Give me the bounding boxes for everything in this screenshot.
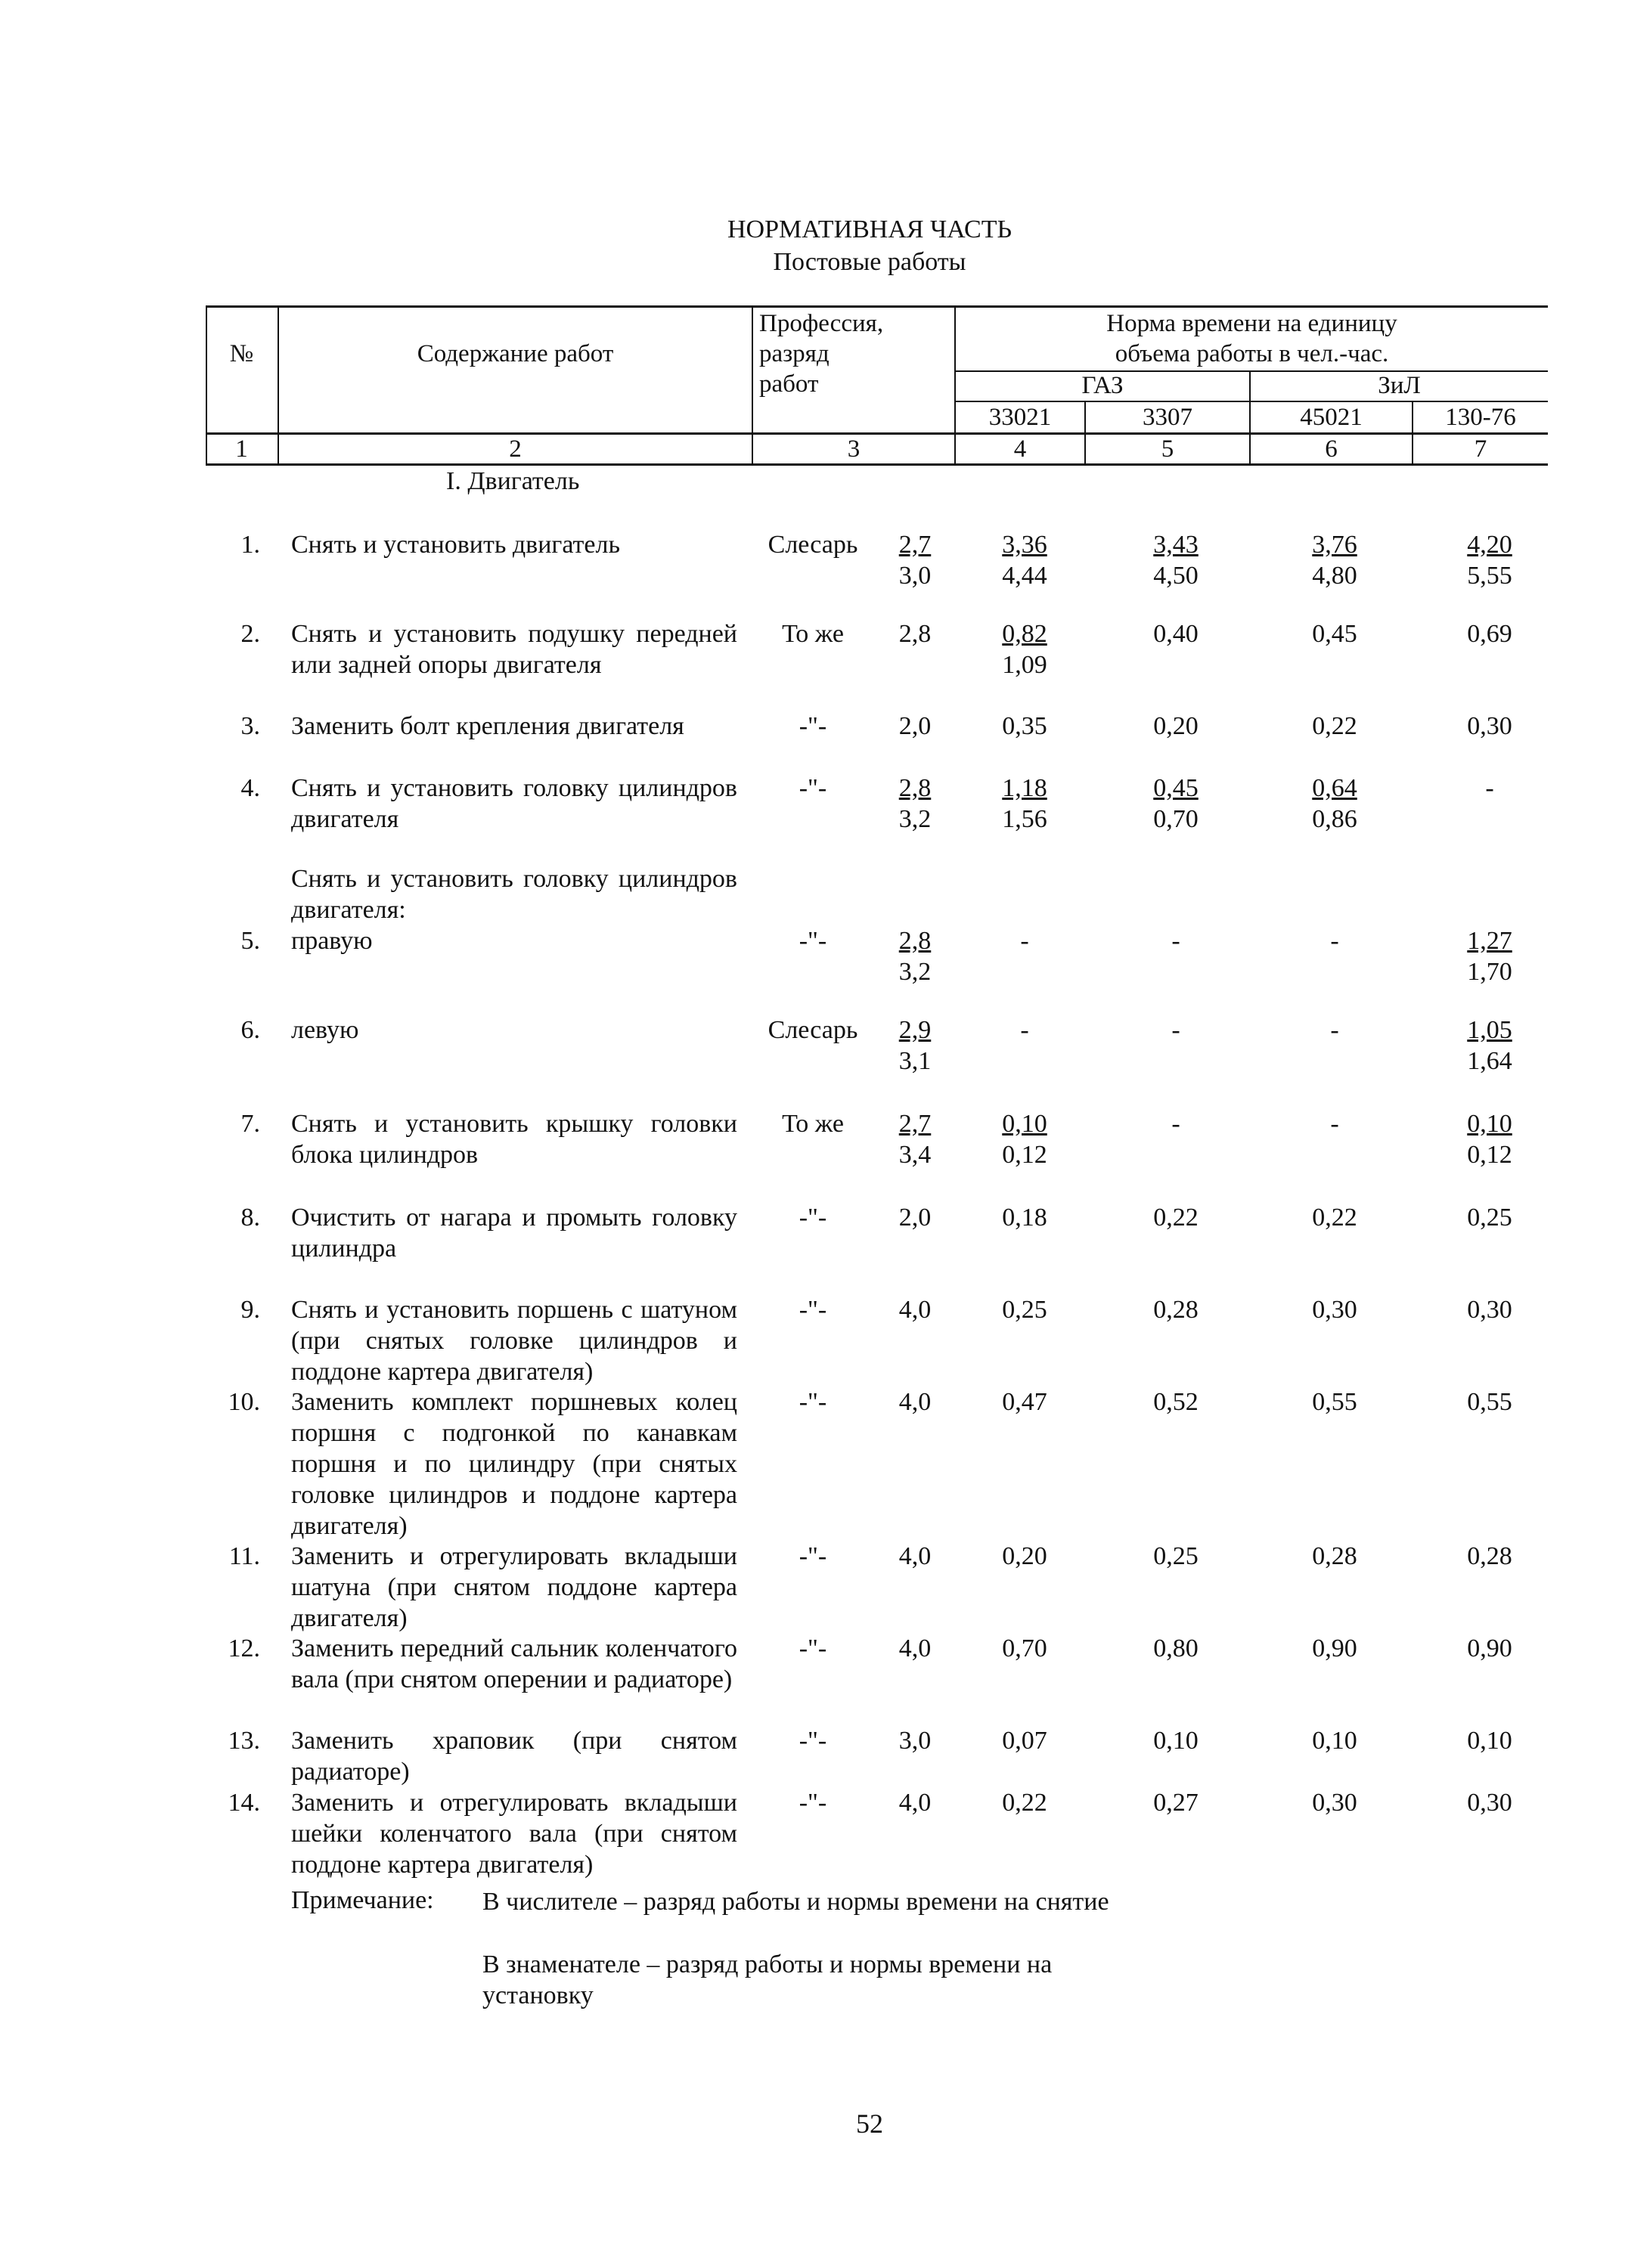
- col-number-5: 5: [1161, 435, 1174, 463]
- row-7-rank-bot: 3,4: [898, 1141, 932, 1169]
- row-7-c7-top: 0,10: [1467, 1110, 1512, 1138]
- row-5-no: 5.: [240, 927, 260, 955]
- row-7-rank-top: 2,7: [898, 1110, 932, 1138]
- table-header: [206, 305, 1548, 466]
- row-10-no: 10.: [228, 1388, 260, 1416]
- row-1-c5-top: 3,43: [1153, 531, 1199, 559]
- row-1-c6-bot: 4,80: [1312, 562, 1357, 590]
- row-4-rank-top: 2,8: [898, 774, 932, 802]
- row-9-no: 9.: [240, 1296, 260, 1324]
- group-heading-desc: Снять и установить головку цилиндров двигателя:: [291, 865, 737, 924]
- row-1-c4-bot: 4,44: [1002, 562, 1047, 590]
- row-5-c7-top: 1,27: [1467, 927, 1512, 955]
- row-13-c5-top: 0,10: [1153, 1727, 1199, 1755]
- col-number-1: 1: [235, 435, 248, 463]
- row-6-desc: левую: [291, 1016, 359, 1044]
- row-2-c4-top: 0,82: [1002, 620, 1047, 648]
- row-3-desc: Заменить болт крепления двигателя: [291, 712, 684, 740]
- row-8-no: 8.: [240, 1204, 260, 1232]
- header-model-33021: 33021: [988, 404, 1052, 431]
- row-12-c7-top: 0,90: [1467, 1634, 1512, 1662]
- row-1-desc: Снять и установить двигатель: [291, 531, 620, 559]
- header-no: №: [229, 340, 254, 367]
- row-14-c6-top: 0,30: [1312, 1789, 1357, 1817]
- row-1-no: 1.: [240, 531, 260, 559]
- row-8-rank-top: 2,0: [898, 1204, 932, 1232]
- row-14-rank-top: 4,0: [898, 1789, 932, 1817]
- row-10-c5-top: 0,52: [1153, 1388, 1199, 1416]
- header-gaz: ГАЗ: [1081, 372, 1124, 399]
- row-14-c5-top: 0,27: [1153, 1789, 1199, 1817]
- row-2-c6-top: 0,45: [1312, 620, 1357, 648]
- row-3-c4-top: 0,35: [1002, 712, 1047, 740]
- row-11-c5-top: 0,25: [1153, 1542, 1199, 1570]
- row-6-c4-top: -: [1020, 1016, 1029, 1044]
- row-2-c4-bot: 1,09: [1002, 651, 1047, 679]
- row-1-c7-top: 4,20: [1467, 531, 1512, 559]
- row-12-prof: -"-: [799, 1634, 827, 1662]
- row-4-desc: Снять и установить головку цилиндров двигателя: [291, 774, 737, 833]
- row-7-c5-top: -: [1171, 1110, 1180, 1138]
- row-5-c5-top: -: [1171, 927, 1180, 955]
- row-12-rank-top: 4,0: [898, 1634, 932, 1662]
- row-2-no: 2.: [240, 620, 260, 648]
- row-6-c6-top: -: [1330, 1016, 1339, 1044]
- row-4-c5-bot: 0,70: [1153, 805, 1199, 833]
- row-12-c5-top: 0,80: [1153, 1634, 1199, 1662]
- row-12-c4-top: 0,70: [1002, 1634, 1047, 1662]
- col-number-7: 7: [1474, 435, 1487, 463]
- row-13-c4-top: 0,07: [1002, 1727, 1047, 1755]
- row-11-c7-top: 0,28: [1467, 1542, 1512, 1570]
- row-13-no: 13.: [228, 1727, 260, 1755]
- row-13-prof: -"-: [799, 1727, 827, 1755]
- row-4-c7-top: -: [1485, 774, 1494, 802]
- row-1-c6-top: 3,76: [1312, 531, 1357, 559]
- row-6-c5-top: -: [1171, 1016, 1180, 1044]
- row-11-no: 11.: [228, 1542, 260, 1570]
- header-norm-2: объема работы в чел.-час.: [1115, 340, 1389, 367]
- row-13-c7-top: 0,10: [1467, 1727, 1512, 1755]
- row-4-c5-top: 0,45: [1153, 774, 1199, 802]
- row-2-desc: Снять и установить подушку передней или задней опоры двигателя: [291, 620, 737, 679]
- row-8-c4-top: 0,18: [1002, 1204, 1047, 1232]
- row-10-rank-top: 4,0: [898, 1388, 932, 1416]
- row-7-no: 7.: [240, 1110, 260, 1138]
- row-8-prof: -"-: [799, 1204, 827, 1232]
- row-11-prof: -"-: [799, 1542, 827, 1570]
- row-2-prof: То же: [782, 620, 844, 648]
- row-3-c6-top: 0,22: [1312, 712, 1357, 740]
- header-profession-1: Профессия,: [759, 310, 884, 337]
- row-3-rank-top: 2,0: [898, 712, 932, 740]
- col-number-2: 2: [509, 435, 522, 463]
- row-14-desc: Заменить и отрегулировать вкладыши шейки коленчатого вала (при снятом поддоне картера двигателя): [291, 1789, 737, 1879]
- header-profession-2: разряд: [759, 340, 830, 367]
- row-1-prof: Слесарь: [768, 531, 858, 559]
- row-3-prof: -"-: [799, 712, 827, 740]
- row-6-no: 6.: [240, 1016, 260, 1044]
- row-9-rank-top: 4,0: [898, 1296, 932, 1324]
- row-6-rank-bot: 3,1: [898, 1047, 932, 1075]
- row-7-prof: То же: [782, 1110, 844, 1138]
- row-2-c5-top: 0,40: [1153, 620, 1199, 648]
- row-9-c6-top: 0,30: [1312, 1296, 1357, 1324]
- col-number-6: 6: [1325, 435, 1338, 463]
- row-8-c5-top: 0,22: [1153, 1204, 1199, 1232]
- row-10-desc: Заменить комплект поршневых колец поршня с подгонкой по канавкам поршня и по цилиндру (при снятых головке цилиндров и поддоне картера двигателя): [291, 1388, 737, 1540]
- section-title: I. Двигатель: [446, 467, 580, 495]
- row-12-no: 12.: [228, 1634, 260, 1662]
- row-10-prof: -"-: [799, 1388, 827, 1416]
- row-9-c7-top: 0,30: [1467, 1296, 1512, 1324]
- row-5-prof: -"-: [799, 927, 827, 955]
- header-norm-1: Норма времени на единицу: [1106, 310, 1397, 337]
- row-4-c6-top: 0,64: [1312, 774, 1357, 802]
- row-12-c6-top: 0,90: [1312, 1634, 1357, 1662]
- row-6-c7-top: 1,05: [1467, 1016, 1512, 1044]
- row-6-rank-top: 2,9: [898, 1016, 932, 1044]
- row-2-c7-top: 0,69: [1467, 620, 1512, 648]
- row-11-rank-top: 4,0: [898, 1542, 932, 1570]
- row-6-c7-bot: 1,64: [1467, 1047, 1512, 1075]
- row-8-desc: Очистить от нагара и промыть головку цилиндра: [291, 1204, 737, 1263]
- row-10-c4-top: 0,47: [1002, 1388, 1047, 1416]
- row-11-c6-top: 0,28: [1312, 1542, 1357, 1570]
- row-1-c5-bot: 4,50: [1153, 562, 1199, 590]
- page-number: 52: [856, 2108, 883, 2139]
- row-8-c6-top: 0,22: [1312, 1204, 1357, 1232]
- row-12-desc: Заменить передний сальник коленчатого вала (при снятом оперении и радиаторе): [291, 1634, 737, 1693]
- row-8-c7-top: 0,25: [1467, 1204, 1512, 1232]
- row-9-c5-top: 0,28: [1153, 1296, 1199, 1324]
- header-zil: ЗиЛ: [1378, 372, 1421, 399]
- row-1-rank-top: 2,7: [898, 531, 932, 559]
- row-4-c4-bot: 1,56: [1002, 805, 1047, 833]
- row-13-rank-top: 3,0: [898, 1727, 932, 1755]
- row-5-rank-top: 2,8: [898, 927, 932, 955]
- page-subtitle: Постовые работы: [773, 248, 966, 276]
- row-9-prof: -"-: [799, 1296, 827, 1324]
- row-5-c6-top: -: [1330, 927, 1339, 955]
- note-line-2: В знаменателе – разряд работы и нормы времени на установку: [482, 1950, 1053, 2009]
- col-number-3: 3: [847, 435, 861, 463]
- row-7-c4-bot: 0,12: [1002, 1141, 1047, 1169]
- row-14-no: 14.: [228, 1789, 260, 1817]
- row-3-no: 3.: [240, 712, 260, 740]
- row-5-desc: правую: [291, 927, 373, 955]
- row-5-c7-bot: 1,70: [1467, 958, 1512, 986]
- header-model-130-76: 130-76: [1445, 404, 1516, 431]
- page-title: НОРМАТИВНАЯ ЧАСТЬ: [727, 215, 1013, 243]
- row-9-desc: Снять и установить поршень с шатуном (при снятых головке цилиндров и поддоне картера двигателя): [291, 1296, 737, 1386]
- note-label: Примечание:: [291, 1886, 434, 1914]
- row-11-desc: Заменить и отрегулировать вкладыши шатуна (при снятом поддоне картера двигателя): [291, 1542, 737, 1632]
- row-14-c4-top: 0,22: [1002, 1789, 1047, 1817]
- row-6-prof: Слесарь: [768, 1016, 858, 1044]
- header-model-3307: 3307: [1143, 404, 1192, 431]
- header-model-45021: 45021: [1300, 404, 1363, 431]
- row-7-c4-top: 0,10: [1002, 1110, 1047, 1138]
- row-5-rank-bot: 3,2: [898, 958, 932, 986]
- row-5-c4-top: -: [1020, 927, 1029, 955]
- note-line-1: В числителе – разряд работы и нормы времени на снятие: [482, 1888, 1109, 1916]
- row-1-c7-bot: 5,55: [1467, 562, 1512, 590]
- row-13-desc: Заменить храповик (при снятом радиаторе): [291, 1727, 737, 1786]
- col-number-4: 4: [1013, 435, 1027, 463]
- row-4-prof: -"-: [799, 774, 827, 802]
- row-7-desc: Снять и установить крышку головки блока цилиндров: [291, 1110, 737, 1169]
- row-1-rank-bot: 3,0: [898, 562, 932, 590]
- row-4-c6-bot: 0,86: [1312, 805, 1357, 833]
- row-7-c7-bot: 0,12: [1467, 1141, 1512, 1169]
- row-9-c4-top: 0,25: [1002, 1296, 1047, 1324]
- row-3-c7-top: 0,30: [1467, 712, 1512, 740]
- row-14-c7-top: 0,30: [1467, 1789, 1512, 1817]
- row-10-c6-top: 0,55: [1312, 1388, 1357, 1416]
- row-7-c6-top: -: [1330, 1110, 1339, 1138]
- row-2-rank-top: 2,8: [898, 620, 932, 648]
- row-4-rank-bot: 3,2: [898, 805, 932, 833]
- row-3-c5-top: 0,20: [1153, 712, 1199, 740]
- row-10-c7-top: 0,55: [1467, 1388, 1512, 1416]
- row-11-c4-top: 0,20: [1002, 1542, 1047, 1570]
- row-13-c6-top: 0,10: [1312, 1727, 1357, 1755]
- header-profession-3: работ: [759, 370, 819, 398]
- row-1-c4-top: 3,36: [1002, 531, 1047, 559]
- row-14-prof: -"-: [799, 1789, 827, 1817]
- row-4-c4-top: 1,18: [1002, 774, 1047, 802]
- row-4-no: 4.: [240, 774, 260, 802]
- header-content: Содержание работ: [417, 340, 614, 367]
